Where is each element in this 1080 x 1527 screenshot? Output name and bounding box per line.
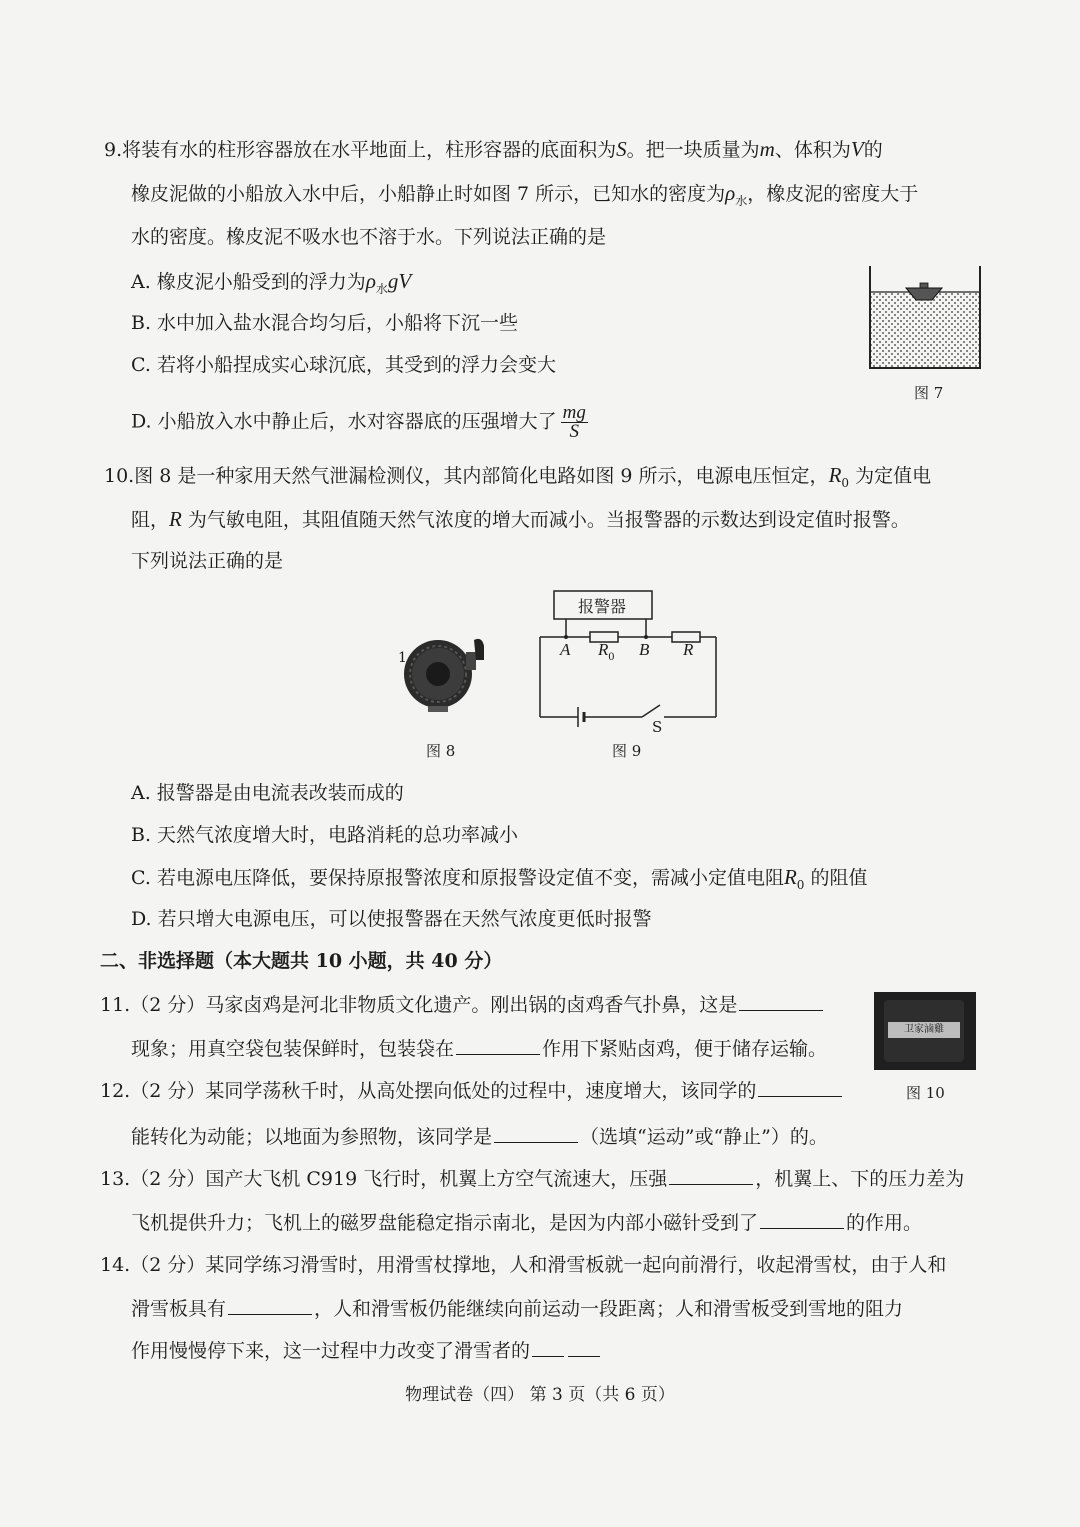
node-b-label: B	[639, 640, 650, 659]
q12-line1: 12.（2 分）某同学荡秋千时，从高处摆向低处的过程中，速度增大，该同学的	[100, 1078, 844, 1104]
section-heading: 二、非选择题（本大题共 10 小题，共 40 分）	[100, 950, 503, 972]
switch-s	[642, 705, 660, 717]
answer-blank	[669, 1166, 753, 1185]
q9-option-a: A. 橡皮泥小船受到的浮力为$\rho_水gV$	[131, 269, 412, 296]
figure-10-caption: 图 10	[906, 1084, 945, 1102]
question-number: 9.	[104, 139, 123, 161]
q10-line2: 阻，R 为气敏电阻，其阻值随天然气浓度的增大而减小。当报警器的示数达到设定值时报警。	[131, 507, 910, 531]
figure-8-label: 1	[398, 650, 407, 666]
fraction-mg-over-s: $\frac{mg}{S}$	[562, 402, 586, 442]
r0-label: $R_0$	[598, 640, 615, 663]
answer-blank	[228, 1296, 312, 1315]
figure-7-caption: 图 7	[914, 384, 944, 402]
switch-label: S	[652, 718, 663, 736]
figure-9-caption: 图 9	[612, 742, 642, 760]
q10-option-c: C. 若电源电压降低，要保持原报警浓度和原报警设定值不变，需减小定值电阻$R_0$ 的阻值	[131, 865, 868, 892]
question-number: 12.	[100, 1080, 131, 1102]
q10-line3: 下列说法正确的是	[131, 550, 284, 572]
answer-blank	[494, 1124, 578, 1143]
q11-line1: 11.（2 分）马家卤鸡是河北非物质文化遗产。刚出锅的卤鸡香气扑鼻，这是	[100, 992, 825, 1018]
answer-blank	[532, 1338, 564, 1357]
answer-blank	[568, 1338, 600, 1357]
q13-line2: 飞机提供升力；飞机上的磁罗盘能稳定指示南北，是因为内部小磁针受到了 的作用。	[131, 1212, 923, 1234]
figure-10-photo	[874, 992, 976, 1070]
question-number: 14.	[100, 1254, 131, 1276]
q9-option-c: C. 若将小船捏成实心球沉底，其受到的浮力会变大	[131, 354, 556, 376]
q9-option-b: B. 水中加入盐水混合均匀后，小船将下沉一些	[131, 312, 519, 334]
answer-blank	[739, 992, 823, 1011]
figure-8-caption: 图 8	[426, 742, 456, 760]
figure-8-gas-detector	[396, 626, 496, 722]
q10-option-d: D. 若只增大电源电压，可以使报警器在天然气浓度更低时报警	[131, 908, 652, 930]
answer-blank	[758, 1078, 842, 1097]
q9-line3: 水的密度。橡皮泥不吸水也不溶于水。下列说法正确的是	[131, 226, 607, 248]
q10-line1: 10.图 8 是一种家用天然气泄漏检测仪，其内部简化电路如图 9 所示，电源电压恒定，$R_0$ 为定值电	[104, 463, 932, 490]
q10-option-a: A. 报警器是由电流表改装而成的	[131, 782, 404, 804]
question-number: 11.	[100, 994, 131, 1016]
answer-blank	[760, 1210, 844, 1229]
page-footer: 物理试卷（四） 第 3 页（共 6 页）	[405, 1385, 675, 1405]
alarm-label: 报警器	[578, 597, 627, 616]
r-label: R	[683, 640, 694, 659]
q12-line2: 能转化为动能；以地面为参照物，该同学是 （选填“运动”或“静止”）的。	[131, 1126, 828, 1148]
q10-option-b: B. 天然气浓度增大时，电路消耗的总功率减小	[131, 824, 519, 846]
q11-line2: 现象；用真空袋包装保鲜时，包装袋在 作用下紧贴卤鸡，便于储存运输。	[131, 1038, 828, 1060]
figure-7-container-with-boat	[860, 262, 990, 374]
q9-line2: 橡皮泥做的小船放入水中后，小船静止时如图 7 所示，已知水的密度为$\rho_水$，橡皮泥的密度大于	[131, 181, 919, 208]
answer-blank	[456, 1036, 540, 1055]
question-number: 13.	[100, 1168, 131, 1190]
q9-option-d: D. 小船放入水中静止后，水对容器底的压强增大了 $\frac{mg}{S}$	[131, 402, 586, 442]
question-number: 10.	[104, 465, 135, 487]
q14-line3: 作用慢慢停下来，这一过程中力改变了滑雪者的	[131, 1338, 602, 1364]
package-label: 卫家滷雞	[888, 1022, 960, 1038]
figure-9-circuit	[530, 585, 730, 737]
q13-line1: 13.（2 分）国产大飞机 C919 飞行时，机翼上方空气流速大，压强 ，机翼上、下的压力差为	[100, 1168, 965, 1190]
node-a-label: A	[560, 640, 571, 659]
q14-line2: 滑雪板具有 ，人和滑雪板仍能继续向前运动一段距离；人和滑雪板受到雪地的阻力	[131, 1298, 904, 1320]
q14-line1: 14.（2 分）某同学练习滑雪时，用滑雪杖撑地，人和滑雪板就一起向前滑行，收起滑雪杖，由于人和	[100, 1254, 947, 1276]
q9-line1: 9.将装有水的柱形容器放在水平地面上，柱形容器的底面积为S。把一块质量为m、体积为V的	[104, 137, 883, 161]
